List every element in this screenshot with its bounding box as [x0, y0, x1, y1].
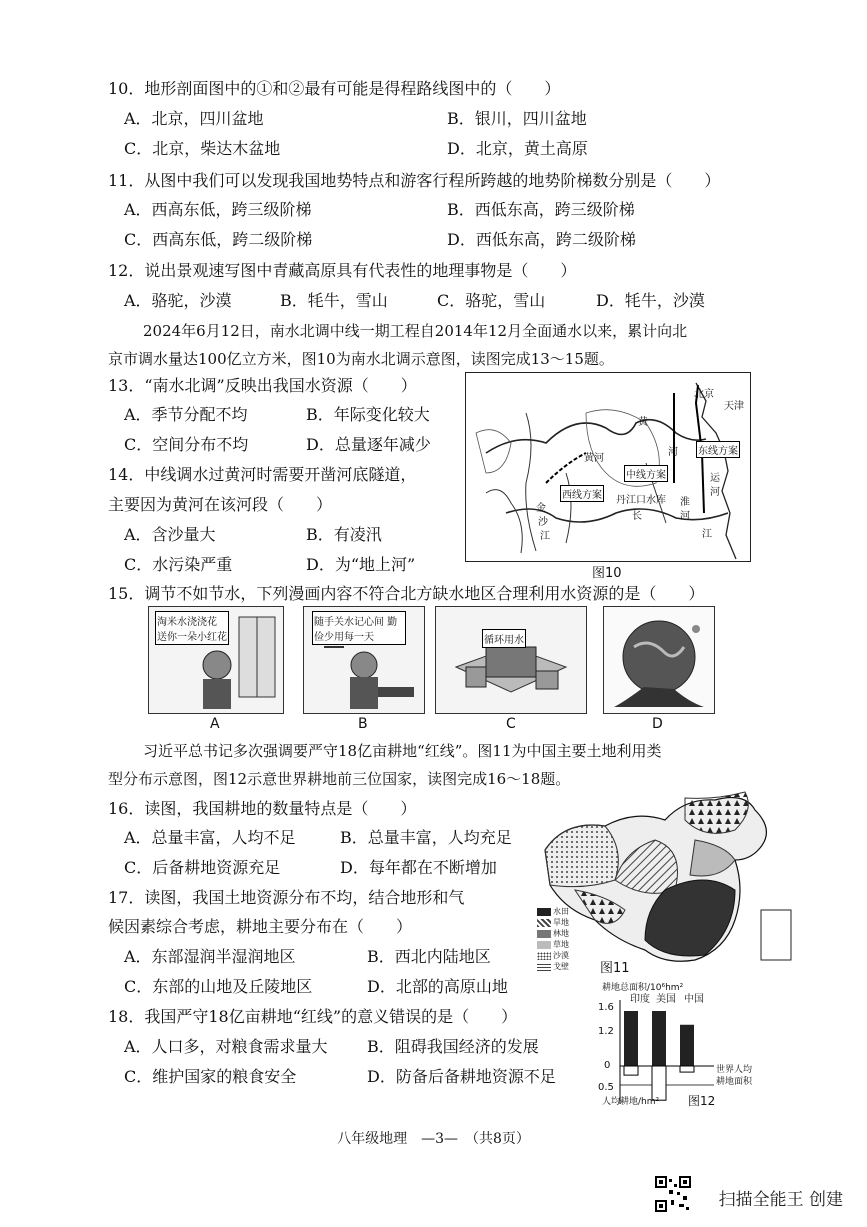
q15-label-b: B [358, 716, 368, 732]
fig10-label-he1: 河 [668, 447, 678, 458]
fig12-country-0: 印度 [630, 994, 650, 1005]
q15-label-c: C [506, 716, 516, 732]
q15-label-d: D [652, 716, 663, 732]
q16-option-c[interactable]: C．后备耕地资源充足 [124, 858, 281, 877]
q17-stem-line2: 候因素综合考虑，耕地主要分布在（ ） [108, 917, 413, 936]
q18-option-c[interactable]: C．维护国家的粮食安全 [124, 1067, 297, 1086]
fig10-label-he2: 河 [680, 511, 690, 522]
q18-option-d[interactable]: D．防备后备耕地资源不足 [367, 1067, 556, 1086]
q16-option-a[interactable]: A．总量丰富，人均不足 [124, 828, 296, 847]
fig10-label-huanghe: 黄河 [584, 453, 604, 464]
legend-swatch-grassland [537, 941, 551, 949]
fig12-caption: 图12 [688, 1094, 716, 1108]
fig12-tick-0-5: 0.5 [598, 1082, 614, 1093]
legend-label: 沙漠 [553, 951, 569, 960]
q13-option-c[interactable]: C．空间分布不均 [124, 435, 249, 454]
intro1-line2: 京市调水量达100亿立方米，图10为南水北调示意图，读图完成13～15题。 [108, 350, 614, 368]
legend-swatch-dryland [537, 919, 551, 927]
fig10-label-yun: 运 [710, 473, 720, 484]
fig10-label-jiang2: 江 [702, 529, 712, 540]
panel-d-drawing [604, 607, 714, 713]
fig12-world-label-1: 世界人均 [716, 1065, 753, 1075]
q11-stem: 11．从图中我们可以发现我国地势特点和游客行程所跨越的地势阶梯数分别是（ ） [108, 171, 721, 190]
fig12-country-1: 美国 [656, 994, 676, 1005]
panel-b-caption: 随手关水记心间 勤俭少用每一天 [312, 611, 406, 645]
qr-code-icon [655, 1176, 691, 1212]
q13-option-a[interactable]: A．季节分配不均 [124, 405, 248, 424]
q10-option-c[interactable]: C．北京，柴达木盆地 [124, 139, 281, 158]
q12-option-c[interactable]: C．骆驼，雪山 [437, 291, 546, 310]
scanner-watermark: 扫描全能王 创建 [718, 1190, 843, 1210]
q16-stem: 16．读图，我国耕地的数量特点是（ ） [108, 799, 417, 818]
q15-stem: 15．调节不如节水，下列漫画内容不符合北方缺水地区合理利用水资源的是（ ） [108, 584, 705, 603]
fig10-map [465, 372, 751, 562]
fig10-label-tianjin: 天津 [724, 401, 744, 412]
fig11-legend-item [537, 917, 583, 928]
legend-swatch-gobi [537, 963, 551, 971]
q16-option-b[interactable]: B．总量丰富，人均充足 [340, 828, 512, 847]
q13-stem: 13．“南水北调”反映出我国水资源（ ） [108, 376, 417, 395]
intro1-line1: 2024年6月12日，南水北调中线一期工程自2014年12月全面通水以来，累计向北 [143, 322, 688, 340]
q17-stem-line1: 17．读图，我国土地资源分布不均，结合地形和气 [108, 888, 465, 907]
q18-stem: 18．我国严守18亿亩耕地“红线”的意义错误的是（ ） [108, 1007, 518, 1026]
panel-a-caption: 淘米水浇浇花 送你一朵小红花 [155, 611, 229, 645]
q17-option-c[interactable]: C．东部的山地及丘陵地区 [124, 977, 313, 996]
q16-option-d[interactable]: D．每年都在不断增加 [340, 858, 497, 877]
q13-option-d[interactable]: D．总量逐年减少 [306, 435, 431, 454]
legend-label: 草地 [553, 940, 569, 949]
q10-option-b[interactable]: B．银川，四川盆地 [447, 109, 587, 128]
q15-label-a: A [210, 716, 220, 732]
q11-option-a[interactable]: A．西高东低，跨三级阶梯 [124, 200, 312, 219]
q14-option-b[interactable]: B．有凌汛 [306, 525, 382, 544]
fig10-label-east-route: 东线方案 [696, 441, 740, 458]
q15-panel-d[interactable] [603, 606, 715, 714]
fig12-total-bar-0 [624, 1011, 638, 1066]
q12-option-d[interactable]: D．牦牛，沙漠 [596, 291, 705, 310]
q17-option-b[interactable]: B．西北内陆地区 [367, 947, 491, 966]
fig10-caption: 图10 [592, 566, 622, 581]
q18-option-a[interactable]: A．人口多，对粮食需求量大 [124, 1037, 328, 1056]
fig12-per-capita-bar-2 [680, 1066, 694, 1072]
legend-label: 水田 [553, 907, 569, 916]
fig10-label-huang: 黄 [638, 417, 648, 428]
legend-label: 戈壁 [553, 962, 569, 971]
intro2-line1: 习近平总书记多次强调要严守18亿亩耕地“红线”。图11为中国主要土地利用类 [143, 742, 662, 760]
fig12-total-bar-1 [652, 1011, 666, 1066]
q14-option-c[interactable]: C．水污染严重 [124, 555, 233, 574]
fig12-world-label-2: 耕地面积 [716, 1077, 753, 1087]
q10-option-d[interactable]: D．北京，黄土高原 [447, 139, 588, 158]
fig10-label-he3: 河 [710, 487, 720, 498]
fig11-legend-item [537, 928, 583, 939]
q10-option-a[interactable]: A．北京，四川盆地 [124, 109, 264, 128]
q12-option-a[interactable]: A．骆驼，沙漠 [124, 291, 232, 310]
page-footer: 八年级地理 —3— （共8页） [337, 1131, 530, 1147]
q15-panel-b[interactable] [303, 606, 425, 714]
panel-c-caption: 循环用水 [482, 629, 526, 648]
fig12-tick-1-2: 1.2 [598, 1026, 614, 1037]
fig10-label-huai: 淮 [680, 497, 690, 508]
q17-option-a[interactable]: A．东部湿润半湿润地区 [124, 947, 296, 966]
fig11-legend-item [537, 939, 583, 950]
q15-panel-a[interactable] [148, 606, 284, 714]
q12-stem: 12．说出景观速写图中青藏高原具有代表性的地理事物是（ ） [108, 261, 577, 280]
fig11-legend-item [537, 950, 583, 961]
fig12-ylabel-bottom: 人均耕地/hm² [602, 1097, 660, 1107]
q10-stem: 10．地形剖面图中的①和②最有可能是得程路线图中的（ ） [108, 79, 561, 98]
q14-stem-line2: 主要因为黄河在该河段（ ） [108, 495, 333, 514]
q11-option-b[interactable]: B．西低东高，跨三级阶梯 [447, 200, 635, 219]
fig12-chart [598, 978, 778, 1108]
fig10-label-beijing: 北京 [694, 389, 714, 400]
fig10-label-jin: 金 [536, 503, 546, 514]
q14-stem-line1: 14．中线调水过黄河时需要开凿河底隧道， [108, 465, 417, 484]
intro2-line2: 型分布示意图，图12示意世界耕地前三位国家，读图完成16～18题。 [108, 770, 571, 788]
fig11-legend [537, 906, 583, 972]
fig12-total-bar-2 [680, 1025, 694, 1066]
fig10-label-danjiangkou: 丹江口水库 [616, 495, 666, 506]
fig11-legend-item [537, 961, 583, 972]
fig12-per-capita-bar-0 [624, 1066, 638, 1075]
fig12-tick-0: 0 [604, 1060, 611, 1071]
fig10-label-west-route: 西线方案 [560, 485, 604, 502]
legend-label: 林地 [553, 929, 569, 938]
fig12-ylabel-top: 耕地总面积/10⁶hm² [602, 983, 684, 993]
q12-option-b[interactable]: B．牦牛，雪山 [280, 291, 388, 310]
legend-swatch-desert [537, 952, 551, 960]
q18-option-b[interactable]: B．阻碍我国经济的发展 [367, 1037, 539, 1056]
q14-option-d[interactable]: D．为“地上河” [306, 555, 416, 574]
fig11-legend-item [537, 906, 583, 917]
q13-option-b[interactable]: B．年际变化较大 [306, 405, 430, 424]
panel-c-drawing [436, 607, 586, 713]
fig11-caption: 图11 [600, 961, 630, 976]
q11-option-d[interactable]: D．西低东高，跨二级阶梯 [447, 230, 636, 249]
legend-swatch-forest [537, 930, 551, 938]
q17-option-d[interactable]: D．北部的高原山地 [367, 977, 508, 996]
q11-option-c[interactable]: C．西高东低，跨二级阶梯 [124, 230, 313, 249]
fig10-label-sha: 沙 [538, 517, 548, 528]
q15-panel-c[interactable] [435, 606, 587, 714]
legend-swatch-paddy [537, 908, 551, 916]
legend-label: 旱地 [553, 918, 569, 927]
fig10-label-jiang: 江 [540, 531, 550, 542]
fig12-country-2: 中国 [684, 994, 704, 1005]
fig10-label-chang: 长 [632, 511, 642, 522]
q14-option-a[interactable]: A．含沙量大 [124, 525, 216, 544]
fig10-label-middle-route: 中线方案 [624, 465, 668, 482]
fig12-tick-1-6: 1.6 [598, 1002, 614, 1013]
